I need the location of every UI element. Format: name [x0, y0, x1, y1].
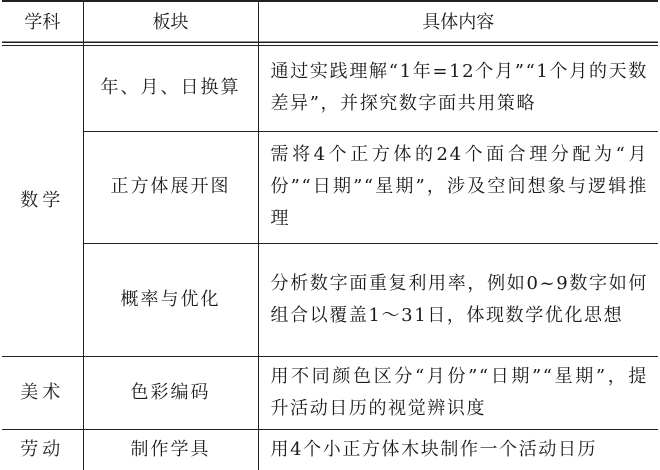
curriculum-table: [2, 0, 658, 470]
table-row: [2, 131, 658, 243]
table-row: [2, 356, 658, 429]
content-cell: 用4个小正方体木块制作一个活动日历: [258, 429, 658, 470]
block-cell: 正方体展开图: [83, 131, 258, 243]
header-subject: 学科: [2, 1, 83, 45]
header-row: [2, 1, 658, 45]
header-block: 板块: [83, 1, 258, 45]
content-cell: 通过实践理解“1年=12个月”“1个月的天数差异”，并探究数字面共用策略: [258, 45, 658, 131]
subject-cell-math: 数学: [2, 45, 83, 356]
table-row: [2, 243, 658, 356]
content-cell: 用不同颜色区分“月份”“日期”“星期”，提升活动日历的视觉辨识度: [258, 356, 658, 429]
header-content: 具体内容: [258, 1, 658, 45]
subject-cell-labor: 劳动: [2, 429, 83, 470]
block-cell: 概率与优化: [83, 243, 258, 356]
block-cell: 色彩编码: [83, 356, 258, 429]
content-cell: 分析数字面重复利用率，例如0~9数字如何组合以覆盖1～31日，体现数学优化思想: [258, 243, 658, 356]
content-cell: 需将4个正方体的24个面合理分配为“月份”“日期”“星期”，涉及空间想象与逻辑推理: [258, 131, 658, 243]
table-row: [2, 45, 658, 131]
table-row: [2, 429, 658, 470]
block-cell: 年、月、日换算: [83, 45, 258, 131]
subject-cell-art: 美术: [2, 356, 83, 429]
block-cell: 制作学具: [83, 429, 258, 470]
